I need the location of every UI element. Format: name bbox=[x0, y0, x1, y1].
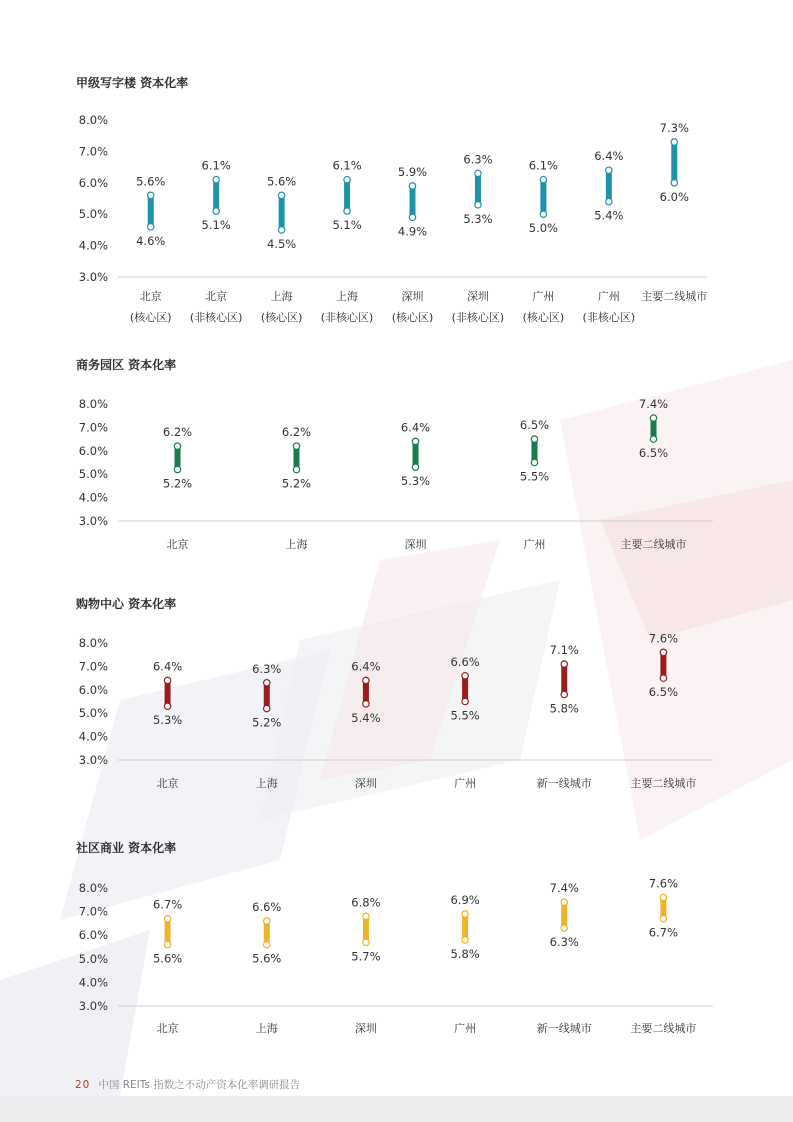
x-tick-label: 深圳 bbox=[401, 290, 424, 303]
high-data-label: 7.3% bbox=[659, 120, 689, 135]
high-data-label: 6.4% bbox=[400, 420, 431, 435]
y-tick-label: 5.0% bbox=[78, 951, 108, 966]
low-data-label: 5.1% bbox=[332, 218, 362, 233]
high-data-label: 6.2% bbox=[281, 425, 312, 440]
high-data-label: 6.1% bbox=[201, 158, 231, 173]
y-tick-label: 7.0% bbox=[78, 904, 108, 919]
high-data-label: 6.3% bbox=[463, 152, 493, 167]
x-tick-label: 主要二线城市 bbox=[630, 777, 697, 790]
x-tick-label: (非核心区) bbox=[451, 311, 505, 324]
high-point bbox=[561, 899, 567, 905]
chart-title: 购物中心 资本化率 bbox=[76, 597, 177, 611]
low-data-label: 5.7% bbox=[351, 949, 381, 964]
high-data-label: 6.2% bbox=[162, 425, 193, 440]
x-tick-label: 主要二线城市 bbox=[641, 290, 708, 303]
chart-title: 社区商业 资本化率 bbox=[76, 841, 177, 855]
low-data-label: 5.3% bbox=[463, 211, 493, 226]
x-tick-label: (非核心区) bbox=[582, 311, 636, 324]
high-point bbox=[462, 911, 468, 917]
low-data-label: 4.5% bbox=[267, 236, 297, 251]
high-data-label: 6.4% bbox=[594, 149, 624, 164]
x-tick-label: 主要二线城市 bbox=[630, 1022, 697, 1035]
x-tick-label: 深圳 bbox=[354, 777, 377, 790]
x-tick-label: 广州 bbox=[523, 538, 546, 551]
x-tick-label: 北京 bbox=[205, 290, 228, 303]
y-tick-label: 6.0% bbox=[78, 928, 108, 943]
x-tick-label: 北京 bbox=[139, 290, 162, 303]
x-tick-label: 新一线城市 bbox=[536, 1022, 592, 1035]
high-data-label: 6.1% bbox=[528, 158, 558, 173]
high-data-label: 6.8% bbox=[351, 895, 381, 910]
low-data-label: 5.6% bbox=[152, 951, 183, 966]
x-tick-label: 深圳 bbox=[404, 538, 427, 551]
low-data-label: 6.0% bbox=[659, 189, 689, 204]
high-data-label: 6.3% bbox=[252, 661, 282, 676]
y-tick-label: 4.0% bbox=[78, 238, 108, 253]
high-data-label: 5.9% bbox=[397, 164, 428, 179]
y-tick-label: 3.0% bbox=[78, 514, 108, 528]
x-tick-label: 新一线城市 bbox=[536, 777, 592, 790]
high-data-label: 5.6% bbox=[136, 174, 166, 189]
low-data-label: 5.6% bbox=[252, 951, 282, 966]
x-tick-label: (核心区) bbox=[260, 311, 303, 324]
x-tick-label: 深圳 bbox=[354, 1022, 377, 1035]
high-data-label: 6.6% bbox=[450, 654, 480, 669]
bottom-band bbox=[0, 1096, 793, 1122]
x-tick-label: (非核心区) bbox=[320, 311, 374, 324]
high-point bbox=[363, 913, 369, 919]
y-tick-label: 6.0% bbox=[78, 443, 108, 458]
x-tick-label: 北京 bbox=[166, 538, 189, 551]
low-point bbox=[363, 939, 369, 945]
chart-title: 商务园区 资本化率 bbox=[76, 358, 177, 372]
page-footer bbox=[75, 1077, 300, 1092]
low-data-label: 5.4% bbox=[351, 710, 381, 725]
low-point bbox=[561, 925, 567, 931]
low-data-label: 5.0% bbox=[528, 221, 558, 236]
x-tick-label: 上海 bbox=[255, 1022, 278, 1035]
low-data-label: 6.3% bbox=[549, 935, 579, 950]
high-data-label: 6.4% bbox=[351, 659, 381, 674]
high-data-label: 6.6% bbox=[252, 900, 282, 915]
low-data-label: 6.5% bbox=[638, 446, 669, 461]
high-data-label: 7.4% bbox=[549, 881, 579, 896]
high-data-label: 7.6% bbox=[648, 631, 679, 646]
x-tick-label: 上海 bbox=[270, 290, 293, 303]
low-data-label: 5.2% bbox=[252, 715, 282, 730]
y-tick-label: 6.0% bbox=[78, 175, 108, 190]
low-data-label: 4.6% bbox=[136, 233, 166, 248]
high-point bbox=[660, 894, 666, 900]
y-tick-label: 5.0% bbox=[78, 207, 108, 222]
low-data-label: 5.8% bbox=[450, 946, 480, 961]
low-data-label: 5.3% bbox=[400, 474, 431, 489]
low-data-label: 6.5% bbox=[648, 685, 679, 700]
y-tick-label: 7.0% bbox=[78, 144, 108, 159]
x-tick-label: 上海 bbox=[255, 777, 278, 790]
high-data-label: 6.5% bbox=[519, 418, 550, 433]
high-data-label: 7.1% bbox=[549, 643, 579, 658]
x-tick-label: (核心区) bbox=[391, 311, 434, 324]
x-tick-label: (核心区) bbox=[129, 311, 172, 324]
x-tick-label: 北京 bbox=[156, 1022, 179, 1035]
x-tick-label: (核心区) bbox=[522, 311, 565, 324]
high-point bbox=[164, 915, 170, 921]
high-data-label: 6.1% bbox=[332, 158, 362, 173]
y-tick-label: 8.0% bbox=[78, 113, 108, 127]
low-data-label: 5.2% bbox=[162, 476, 193, 491]
x-tick-label: 广州 bbox=[454, 777, 477, 790]
low-data-label: 5.8% bbox=[549, 701, 579, 716]
high-point bbox=[264, 918, 270, 924]
x-tick-label: 深圳 bbox=[466, 290, 489, 303]
y-tick-label: 6.0% bbox=[78, 682, 108, 697]
y-tick-label: 8.0% bbox=[78, 881, 108, 895]
y-tick-label: 4.0% bbox=[78, 490, 108, 505]
y-tick-label: 8.0% bbox=[78, 636, 108, 650]
x-tick-label: (非核心区) bbox=[189, 311, 243, 324]
high-data-label: 5.6% bbox=[267, 174, 297, 189]
chart-title: 甲级写字楼 资本化率 bbox=[76, 76, 189, 90]
low-data-label: 5.2% bbox=[281, 476, 312, 491]
y-tick-label: 5.0% bbox=[78, 467, 108, 482]
y-tick-label: 8.0% bbox=[78, 397, 108, 411]
high-data-label: 7.6% bbox=[648, 876, 679, 891]
low-data-label: 5.3% bbox=[152, 713, 183, 728]
high-data-label: 6.9% bbox=[450, 892, 480, 907]
low-data-label: 5.4% bbox=[594, 208, 624, 223]
page-number: 20 bbox=[75, 1079, 91, 1091]
y-tick-label: 7.0% bbox=[78, 659, 108, 674]
y-tick-label: 5.0% bbox=[78, 706, 108, 721]
x-tick-label: 上海 bbox=[336, 290, 359, 303]
x-tick-label: 广州 bbox=[597, 290, 620, 303]
x-tick-label: 上海 bbox=[285, 538, 308, 551]
low-point bbox=[462, 937, 468, 943]
high-data-label: 6.7% bbox=[152, 897, 183, 912]
low-point bbox=[660, 915, 666, 921]
y-tick-label: 4.0% bbox=[78, 729, 108, 744]
low-data-label: 5.5% bbox=[519, 469, 550, 484]
low-data-label: 4.9% bbox=[397, 224, 428, 239]
y-tick-label: 3.0% bbox=[78, 270, 108, 284]
low-point bbox=[164, 941, 170, 947]
y-tick-label: 7.0% bbox=[78, 420, 108, 435]
x-tick-label: 主要二线城市 bbox=[620, 538, 687, 551]
x-tick-label: 广州 bbox=[532, 290, 555, 303]
low-data-label: 5.1% bbox=[201, 218, 231, 233]
x-tick-label: 北京 bbox=[156, 777, 179, 790]
report-title: 中国 REITs 指数之不动产资本化率调研报告 bbox=[98, 1079, 301, 1091]
low-data-label: 5.5% bbox=[450, 708, 480, 723]
y-tick-label: 3.0% bbox=[78, 999, 108, 1013]
y-tick-label: 4.0% bbox=[78, 975, 108, 990]
low-data-label: 6.7% bbox=[648, 925, 679, 940]
high-data-label: 6.4% bbox=[152, 659, 183, 674]
high-data-label: 7.4% bbox=[638, 397, 669, 412]
y-tick-label: 3.0% bbox=[78, 753, 108, 767]
x-tick-label: 广州 bbox=[454, 1022, 477, 1035]
low-point bbox=[264, 941, 270, 947]
